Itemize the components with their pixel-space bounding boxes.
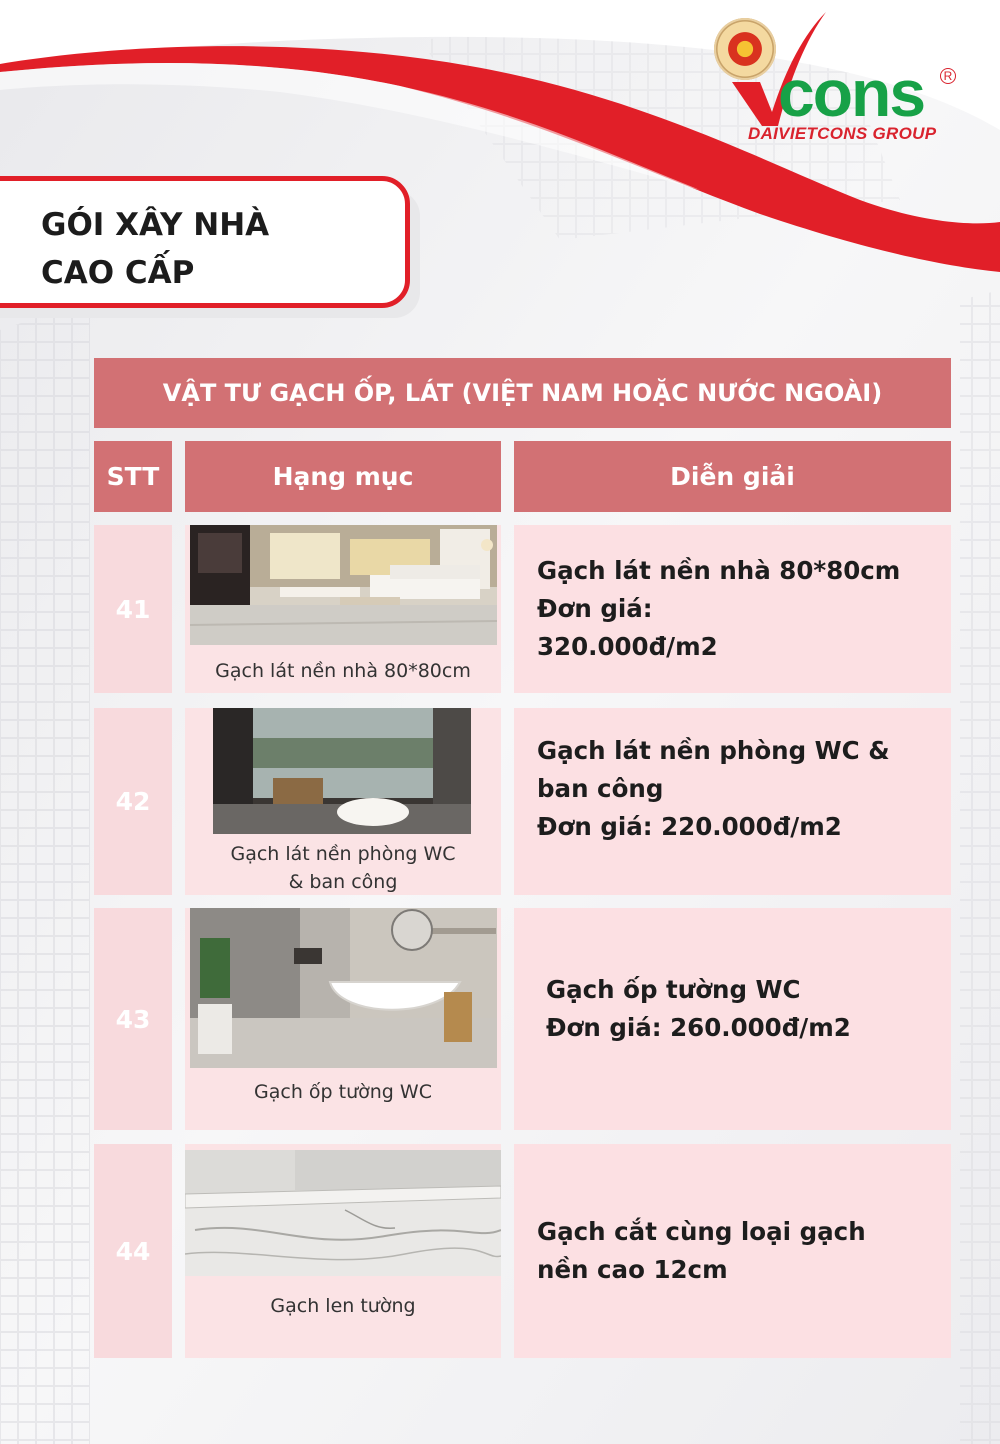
logo-subtitle: DAIVIETCONS GROUP	[748, 124, 937, 143]
registered-mark-icon: R	[940, 68, 956, 84]
description-line: nền cao 12cm	[537, 1255, 728, 1284]
table-heading: VẬT TƯ GẠCH ỐP, LÁT (VIỆT NAM HOẶC NƯỚC NGOÀI)	[94, 358, 951, 428]
price-value: Đơn giá: 260.000đ/m2	[546, 1013, 851, 1042]
price-value: 320.000đ/m2	[537, 632, 718, 661]
description-line: Đơn giá:	[537, 594, 653, 623]
bathroom-balcony-photo	[213, 708, 471, 834]
title-line-2: CAO CẤP	[41, 255, 195, 291]
column-header-desc: Diễn giải	[514, 441, 951, 512]
description-line: Gạch lát nền phòng WC &	[537, 735, 890, 765]
brand-logo	[708, 12, 968, 152]
description-cell	[514, 708, 951, 895]
description-line: Gạch ốp tường WC	[546, 975, 801, 1004]
row-number: 42	[94, 708, 172, 895]
row-number: 41	[94, 525, 172, 693]
item-caption	[185, 840, 501, 896]
item-cell	[185, 908, 501, 1130]
description-cell	[514, 908, 951, 1130]
item-cell	[185, 708, 501, 895]
description-line: Gạch lát nền nhà 80*80cm	[537, 556, 901, 585]
logo-wordmark: cons	[778, 56, 925, 130]
row-number: 43	[94, 908, 172, 1130]
page-title	[41, 201, 361, 297]
item-caption	[185, 1292, 501, 1320]
bathroom-wall-tile-photo	[190, 908, 497, 1068]
column-header-stt: STT	[94, 441, 172, 512]
caption-line: Gạch lát nền nhà 80*80cm	[215, 660, 471, 682]
skirting-tile-photo	[185, 1150, 501, 1276]
description-cell	[514, 525, 951, 693]
description-line: Gạch cắt cùng loại gạch	[537, 1217, 866, 1246]
row-number: 44	[94, 1144, 172, 1358]
item-caption	[185, 657, 501, 685]
living-room-floor-tile-photo	[190, 525, 497, 645]
caption-line: Gạch ốp tường WC	[254, 1081, 432, 1103]
item-cell	[185, 1144, 501, 1358]
caption-line: Gạch len tường	[270, 1295, 416, 1317]
column-header-item: Hạng mục	[185, 441, 501, 512]
caption-line: & ban công	[288, 871, 398, 893]
title-card	[0, 176, 410, 308]
caption-line: Gạch lát nền phòng WC	[230, 843, 456, 865]
description-line: ban công	[537, 773, 664, 803]
item-caption	[185, 1078, 501, 1106]
item-cell	[185, 525, 501, 693]
title-line-1: GÓI XÂY NHÀ	[41, 207, 270, 243]
price-value: Đơn giá: 220.000đ/m2	[537, 811, 842, 841]
description-cell	[514, 1144, 951, 1358]
